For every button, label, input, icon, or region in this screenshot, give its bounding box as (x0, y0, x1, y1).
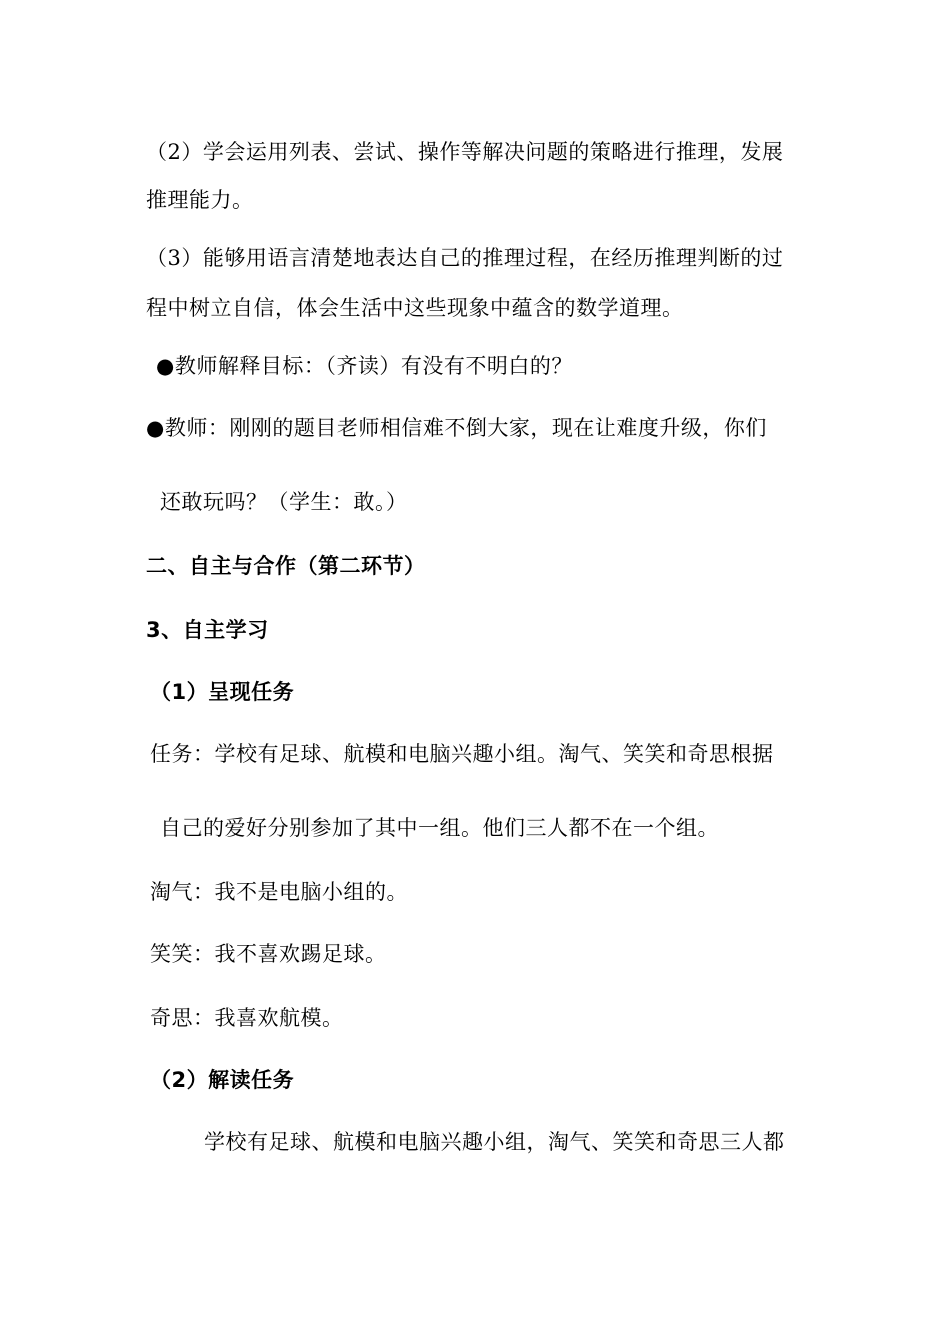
task-line-1: 任务：学校有足球、航模和电脑兴趣小组。淘气、笑笑和奇思根据 (150, 742, 774, 766)
taoqi-statement: 淘气：我不是电脑小组的。 (150, 880, 408, 904)
goal-2-line-1: （2）学会运用列表、尝试、操作等解决问题的策略进行推理，发展 (146, 140, 784, 164)
interpret-task-line-1: 学校有足球、航模和电脑兴趣小组，淘气、笑笑和奇思三人都 (204, 1130, 785, 1154)
teacher-explain-goal: ●教师解释目标：（齐读）有没有不明白的？ (156, 354, 573, 378)
xiaoxiao-statement: 笑笑：我不喜欢踢足球。 (150, 942, 387, 966)
subsection-heading-3: 3、自主学习 (146, 618, 269, 642)
step-heading-2: （2）解读任务 (150, 1068, 295, 1092)
goal-3-line-2: 程中树立自信，体会生活中这些现象中蕴含的数学道理。 (146, 296, 684, 320)
goal-3-line-1: （3）能够用语言清楚地表达自己的推理过程，在经历推理判断的过 (146, 246, 784, 270)
goal-2-line-2: 推理能力。 (146, 188, 254, 212)
teacher-line-1: ●教师：刚刚的题目老师相信难不倒大家，现在让难度升级，你们 (146, 416, 767, 440)
task-line-2: 自己的爱好分别参加了其中一组。他们三人都不在一个组。 (160, 816, 719, 840)
teacher-line-2: 还敢玩吗？（学生：敢。） (160, 490, 408, 514)
section-heading-2: 二、自主与合作（第二环节） (146, 554, 426, 578)
qisi-statement: 奇思：我喜欢航模。 (150, 1006, 344, 1030)
step-heading-1: （1）呈现任务 (150, 680, 295, 704)
